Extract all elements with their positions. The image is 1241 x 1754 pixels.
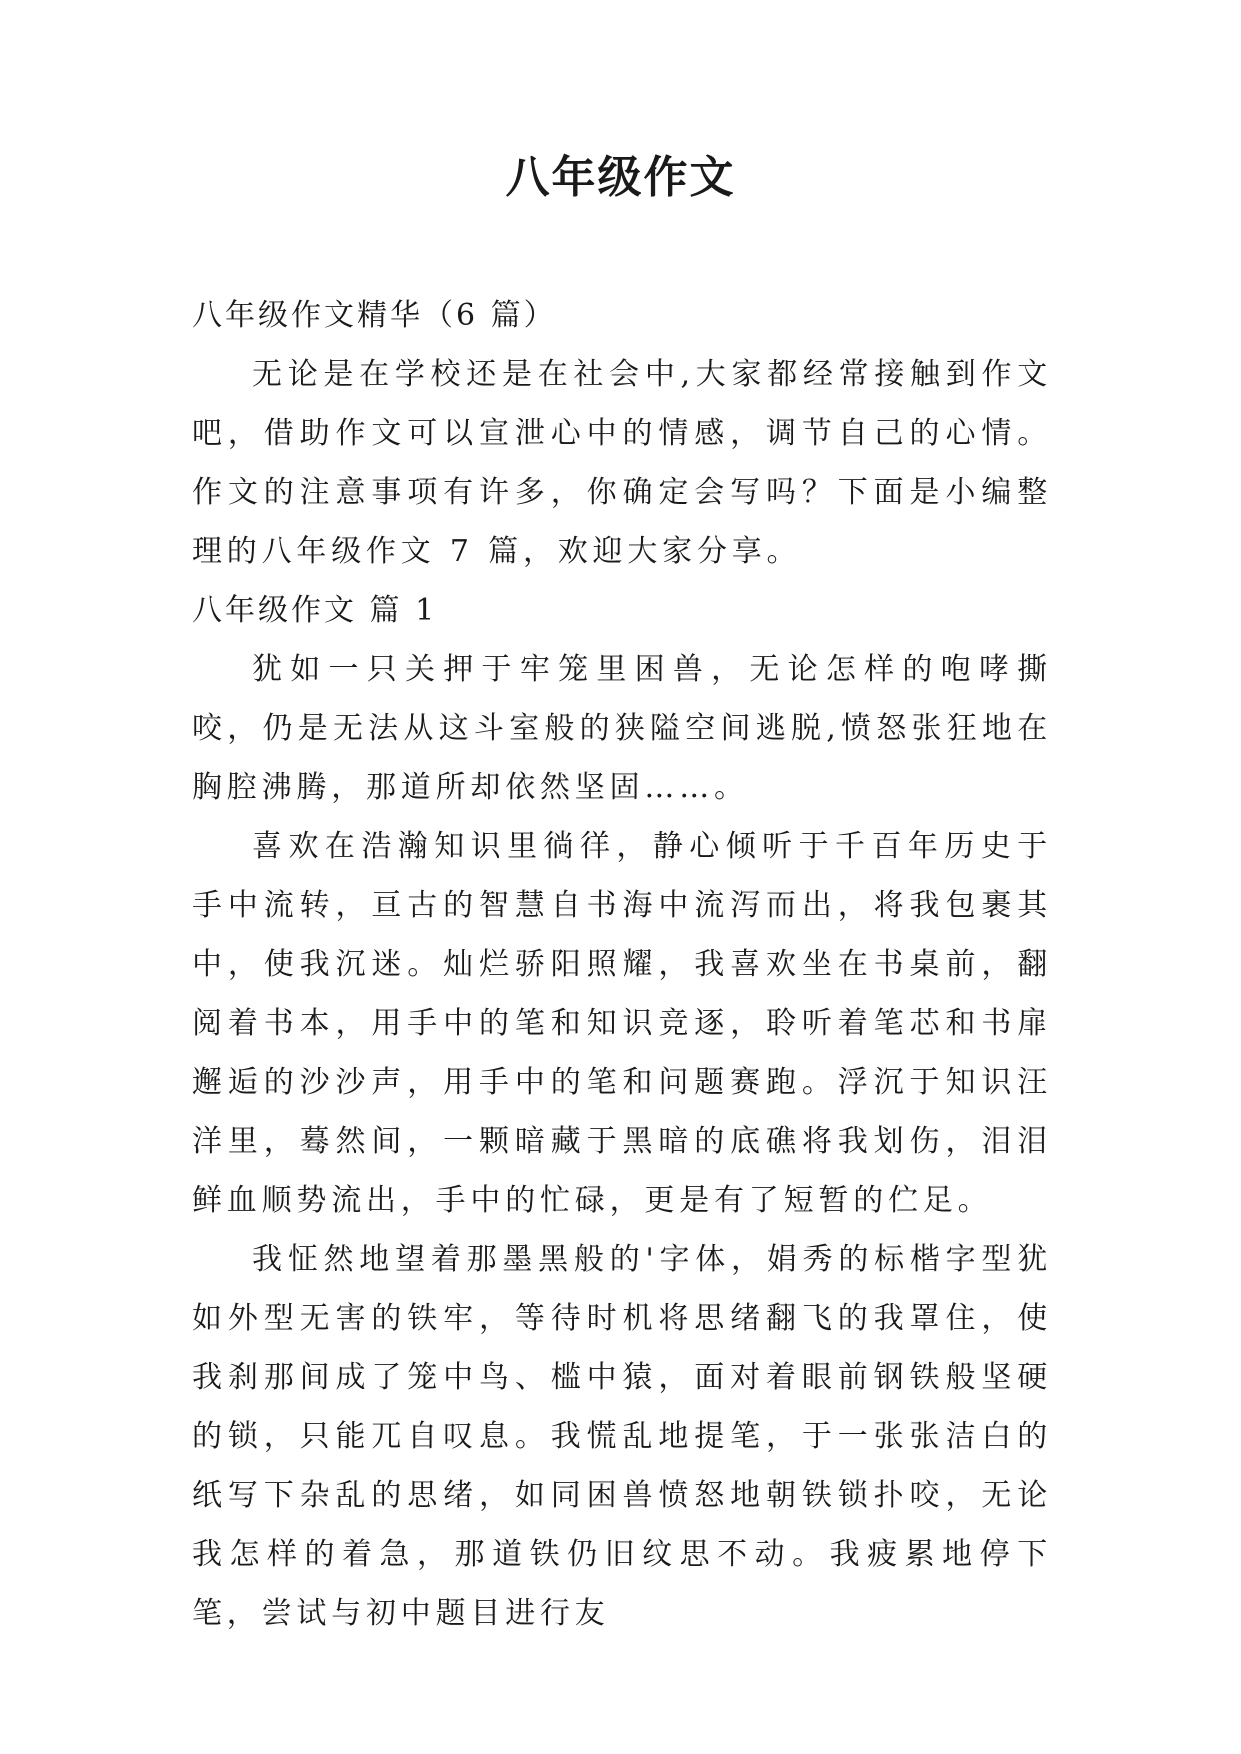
document-title: 八年级作文	[505, 152, 736, 203]
body-paragraph-1: 犹如一只关押于牢笼里困兽，无论怎样的咆哮撕咬，仍是无法从这斗室般的狭隘空间逃脱,愤怒张狂地在胸腔沸腾，那道所却依然坚固……。	[192, 652, 1052, 805]
body-paragraph-2: 喜欢在浩瀚知识里徜徉，静心倾听于千百年历史于手中流转，亘古的智慧自书海中流泻而出，将我包裹其中，使我沉迷。灿烂骄阳照耀，我喜欢坐在书桌前，翻阅着书本，用手中的笔和知识竞逐，聆听着笔芯和书扉邂逅的沙沙声，用手中的笔和问题赛跑。浮沉于知识汪洋里，蓦然间，一颗暗藏于黑暗的底礁将我划伤，泪泪鲜血顺势流出，手中的忙碌，更是有了短暂的伫足。	[192, 829, 1052, 1218]
document-body	[192, 286, 1052, 1643]
section-heading: 八年级作文 篇 1	[192, 593, 438, 628]
intro-paragraph: 无论是在学校还是在社会中,大家都经常接触到作文吧，借助作文可以宣泄心中的情感，调节自己的心情。作文的注意事项有许多，你确定会写吗？下面是小编整理的八年级作文 7 篇，欢迎大家分享。	[192, 357, 1052, 569]
body-paragraph-3: 我怔然地望着那墨黑般的'字体，娟秀的标楷字型犹如外型无害的铁牢，等待时机将思绪翻飞的我罩住，使我刹那间成了笼中鸟、槛中猿，面对着眼前钢铁般坚硬的锁，只能兀自叹息。我慌乱地提笔，于一张张洁白的纸写下杂乱的思绪，如同困兽愤怒地朝铁锁扑咬，无论我怎样的着急，那道铁仍旧纹思不动。我疲累地停下笔，尝试与初中题目进行友	[192, 1242, 1052, 1631]
document-subtitle: 八年级作文精华（6 篇）	[192, 298, 557, 333]
